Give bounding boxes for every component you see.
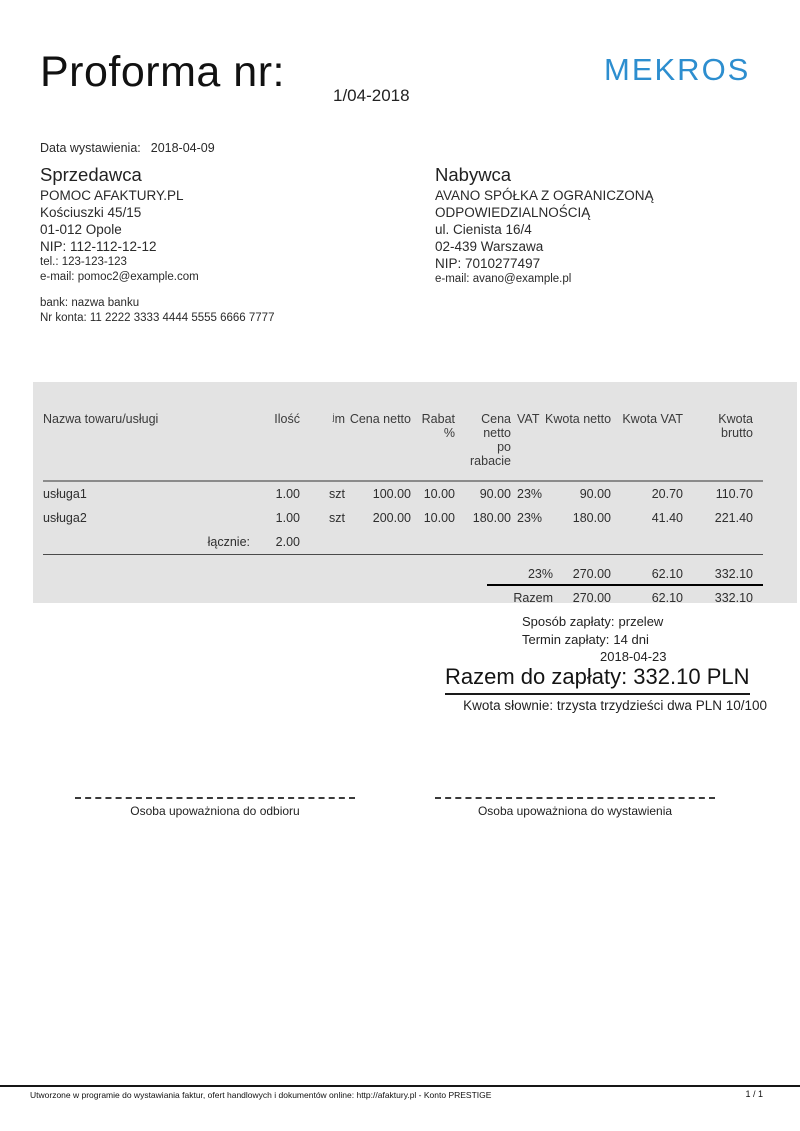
item-vat-amount: 41.40 [651,511,683,525]
buyer-street: ul. Cienista 16/4 [435,222,532,237]
item-unit: szt [329,487,345,501]
vat-summary-net: 270.00 [572,566,611,581]
grand-total-row [487,585,763,609]
buyer-city: 02-439 Warszawa [435,239,544,254]
grand-total-vat: 62.10 [611,585,683,609]
item-price-net: 200.00 [372,511,411,525]
buyer-nip: NIP: 7010277497 [435,256,541,271]
item-net: 180.00 [572,511,611,525]
payment-term-value: 14 dni [613,631,649,647]
item-price-after: 180.00 [472,511,511,525]
col-header-amount-vat: Kwota VAT [622,412,683,426]
payment-info [522,613,667,666]
col-header-price-after [455,412,511,481]
col-header-vat: VAT [517,412,540,426]
col-header-price-net: Cena netto [349,412,411,426]
items-header-row [43,412,763,481]
item-unit: szt [329,511,345,525]
item-vat: 23% [517,487,543,501]
col-header-amount-net: Kwota netto [545,412,612,426]
item-vat-amount: 20.70 [651,487,683,501]
company-logo: MEKROS [604,52,751,87]
item-gross: 110.70 [715,487,753,501]
item-vat: 23% [517,511,543,525]
seller-account: Nr konta: 11 2222 3333 4444 5555 6666 7777 [40,311,275,324]
footer-credit-text: Utworzone w programie do wystawiania faktur, ofert handlowych i dokumentów online: http://afaktury.pl - Konto PRESTIGE [30,1090,492,1100]
footer-page-number: 1 / 1 [745,1089,763,1099]
grand-total-label: Razem [487,585,553,609]
col-header-qty: Ilość [274,412,300,426]
vat-rate-summary-row [487,563,763,585]
seller-street: Kościuszki 45/15 [40,205,142,220]
vat-summary-vat: 62.10 [651,566,683,581]
item-qty: 1.00 [275,487,300,501]
seller-name: POMOC AFAKTURY.PL [40,188,184,203]
grand-total-gross: 332.10 [683,585,763,609]
issue-date-value: 2018-04-09 [150,141,215,155]
quantity-total-label: łącznie: [207,535,250,549]
quantity-total-row [43,530,763,555]
issue-date-row [40,141,215,155]
col-header-unit: ʲm [332,412,345,426]
item-qty: 1.00 [275,511,300,525]
seller-email: e-mail: pomoc2@example.com [40,270,199,283]
seller-city: 01-012 Opole [40,222,122,237]
seller-nip: NIP: 112-112-12-12 [40,239,157,254]
item-discount: 10.00 [423,511,455,525]
col-header-price-after-line1: Cena netto [481,412,511,440]
item-discount: 10.00 [423,487,455,501]
seller-bank: bank: nazwa banku [40,297,140,309]
issue-date-label: Data wystawienia: [40,141,141,155]
quantity-total-value: 2.00 [275,535,300,549]
page-title: Proforma nr: [40,48,285,96]
payment-due-date: 2018-04-23 [600,649,667,664]
buyer-email: e-mail: avano@example.pl [435,273,572,285]
payment-term-row [522,631,667,649]
payment-term-label: Termin zapłaty: [522,631,610,647]
seller-spacer [40,284,400,296]
signature-receiver-label: Osoba upoważniona do odbioru [130,804,300,818]
buyer-name: AVANO SPÓŁKA Z OGRANICZONĄ ODPOWIEDZIALNOŚCIĄ [435,188,654,220]
vat-summary-rate: 23% [527,566,553,581]
item-price-after: 90.00 [479,487,511,501]
item-gross: 221.40 [714,511,753,525]
signature-issuer-label: Osoba upoważniona do wystawienia [477,804,673,818]
seller-phone: tel.: 123-123-123 [40,256,127,268]
col-header-price-after-line2: po rabacie [470,440,511,468]
payment-method-label: Sposób zapłaty: [522,614,615,629]
seller-block [40,166,400,325]
items-table [43,412,763,555]
payment-method-row [522,613,667,631]
footer-divider [0,1085,800,1087]
item-price-net: 100.00 [372,487,411,501]
item-net: 90.00 [579,487,611,501]
invoice-number: 1/04-2018 [333,86,410,105]
item-name: usługa2 [43,511,87,525]
amount-in-words: Kwota słownie: trzysta trzydzieści dwa PLN 10/100 [463,698,767,713]
buyer-heading: Nabywca [435,164,512,185]
items-panel [33,382,797,603]
total-due-line: Razem do zapłaty: 332.10 PLN [445,664,750,695]
vat-summary-gross: 332.10 [714,566,753,581]
signature-receiver [75,797,355,818]
grand-total-net: 270.00 [553,585,611,609]
table-row [43,506,763,530]
col-header-name: Nazwa towaru/usługi [43,412,159,426]
table-row [43,481,763,506]
buyer-block [435,166,735,287]
payment-method-value: przelew [618,614,664,629]
col-header-amount-gross: Kwota brutto [718,412,753,440]
col-header-discount: Rabat % [421,412,455,440]
seller-heading: Sprzedawca [40,164,142,185]
vat-summary-table [487,563,763,609]
item-name: usługa1 [43,487,87,501]
signature-issuer [435,797,715,818]
